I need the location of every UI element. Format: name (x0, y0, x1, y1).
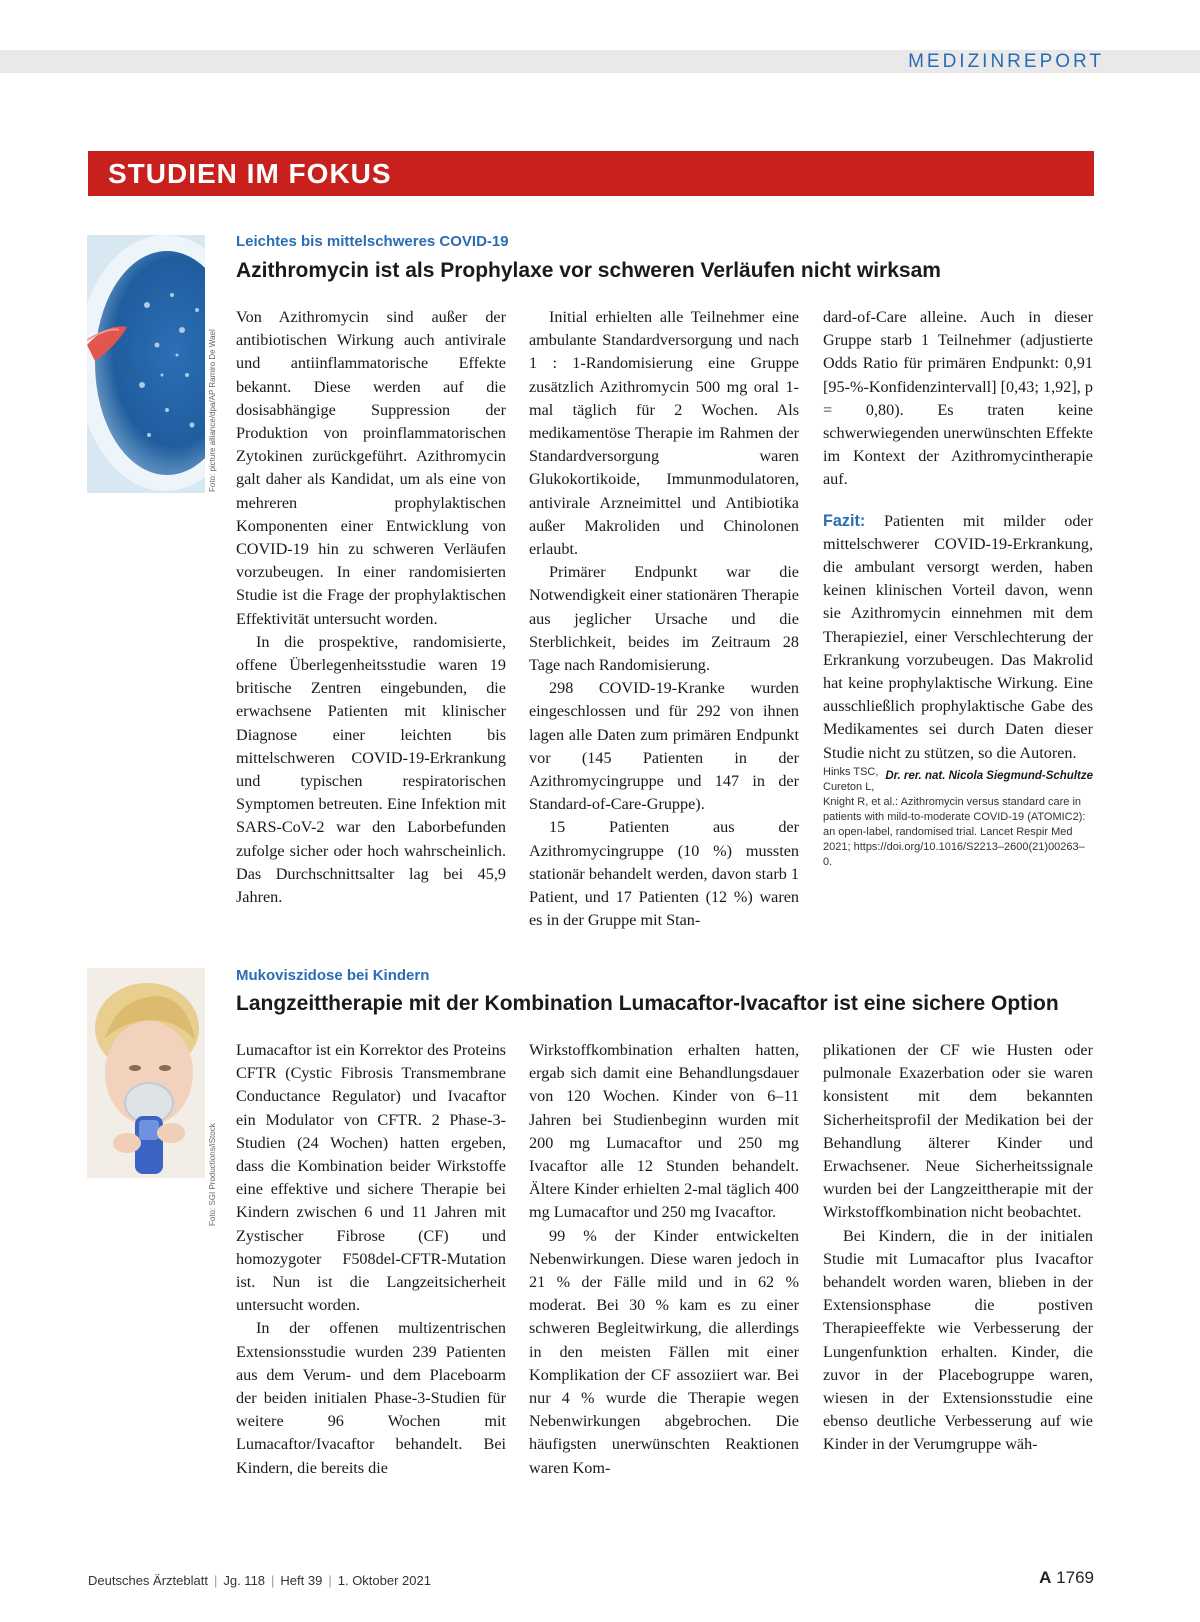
article2-col3-paragraph: Bei Kindern, die in der initialen Studie mit Lumacaftor plus Ivacaftor behandelt worden waren, blieben in der Extensionsphase die postiven Therapieeffekte wie Verbesserung der Lungenfunktion erhalten. Kinder, die zuvor in der Placebogruppe waren, wiesen in der Extensionsstudie eine ebenso deutliche Verbesserung auf wie Kinder in der Verumgruppe wäh- (823, 1226, 1093, 1454)
article1-col2-paragraph: 15 Patienten aus der Azithromycingruppe (10 %) mussten stationär behandelt werden, davon starb 1 Patient, und 17 Patienten (12 %) waren es in der Gruppe mit Stan- (529, 818, 799, 930)
page-number: 1769 (1056, 1568, 1094, 1587)
article1-kicker: Leichtes bis mittelschweres COVID-19 (236, 233, 509, 250)
article1-col2-paragraph: Initial erhielten alle Teilnehmer eine ambulante Standardversorgung und nach 1 : 1-Randomisierung eine Gruppe zusätzlich Azithromycin 500 mg oral 1-mal täglich für 2 Wochen. Als medikamentöse Therapie im Rahmen der Standardversorgung waren Glukokortikoide, Immunmodulatoren, antivirale Arzneimittel und Antibiotika außer Makroliden und Chinolonen erlaubt. (529, 308, 799, 559)
article2-kicker: Mukoviszidose bei Kindern (236, 967, 430, 984)
page-prefix: A (1039, 1568, 1052, 1587)
lung-ct-image (87, 235, 205, 493)
article2-col1-paragraph: Lumacaftor ist ein Korrektor des Proteins CFTR (Cystic Fibrosis Transmembrane Conductance Regulator) und Ivacaftor ein Modulator von CFTR. 2 Phase-3-Studien (24 Wochen) hatten ergeben, dass die Kombination beider Wirkstoffe eine effektive und sichere Therapie bei Kindern zwischen 6 und 11 Jahren mit Zystischer Fibrose (CF) und homozygoter F508del-CFTR-Mutation ist. Nun ist die Langzeitsicherheit untersucht worden. (236, 1041, 506, 1315)
article1-reference: Hinks TSC, Cureton L, Knight R, et al.: Azithromycin versus standard care in patients with mild-to-moderate COVID-19 (ATOMIC2): an open-label, randomised trial. Lancet Respir Med 2021; https://doi.org/10.1016/S2213–2600(21)00263–0. (823, 765, 1086, 868)
article1-author: Dr. rer. nat. Nicola Siegmund-Schultze (885, 769, 1093, 782)
article1-photo-lung-scan (87, 235, 205, 493)
article1-column-2 (529, 306, 799, 932)
footer-citation: Deutsches Ärzteblatt | Jg. 118 | Heft 39 | 1. Oktober 2021 (88, 1573, 431, 1588)
child-nebulizer-image (87, 968, 205, 1226)
footer-journal: Deutsches Ärzteblatt (88, 1573, 208, 1588)
article1-headline: Azithromycin ist als Prophylaxe vor schweren Verläufen nicht wirksam (236, 259, 941, 282)
article2-col2-paragraph: Wirkstoffkombination erhalten hatten, ergab sich damit eine Behandlungsdauer von 120 Wochen. Kinder von 6–11 Jahren bei Studienbeginn wurden mit 200 mg Lumacaftor und 250 mg Ivacaftor alle 12 Stunden behandelt. Ältere Kinder erhielten 2-mal täglich 400 mg Lumacaftor und 250 mg Ivacaftor. (529, 1041, 799, 1222)
article1-col2-paragraph: 298 COVID-19-Kranke wurden eingeschlossen und für 292 von ihnen lagen alle Daten zum primären Endpunkt vor (145 Patienten in der Azithromycingruppe und 147 in der Standard-of-Care-Gruppe). (529, 679, 799, 814)
article2-column-3 (823, 1039, 1093, 1457)
article2-col3-paragraph: plikationen der CF wie Husten oder pulmonale Exazerbation oder sie waren konsistent mit dem bekannten Sicherheitsprofil der Medikation bei der Behandlung älterer Kinder und Erwachsener. Neue Sicherheitssignale wurden bei der Langzeittherapie mit der Wirkstoffkombination nicht beobachtet. (823, 1041, 1093, 1222)
rubric-banner (88, 151, 1094, 196)
footer-page-number (1039, 1568, 1094, 1588)
article1-fazit (823, 510, 1094, 782)
article1-col1-paragraph: Von Azithromycin sind außer der antibiotischen Wirkung auch antivirale und antiinflammatorische Effekte bekannt. Diese werden auf die dosisabhängige Suppression der Produktion von proinflammatorischen Zytokinen zurückgeführt. Azithromycin galt daher als Kandidat, um als eine von mehreren prophylaktischen Komponenten einer Entwicklung von COVID-19 hin zu schweren Verläufen vorzubeugen. In einer randomisierten Studie ist die Frage der prophylaktischen Effektivität untersucht worden. (236, 308, 506, 628)
article1-photo-credit: Foto: picture alliance/dpa/AP Ramiro De Wael (208, 329, 217, 492)
rubric-title: STUDIEN IM FOKUS (108, 158, 392, 189)
article1-col1-paragraph: In die prospektive, randomisierte, offene Überlegenheitsstudie waren 19 britische Zentren eingebunden, die erwachsene Patienten mit klinischer Diagnose einer leichten bis mittelschweren COVID-19-Erkrankung und typischen respiratorischen Symptomen betreuten. Eine Infektion mit SARS-CoV-2 war den Laborbefunden zufolge sicher oder hoch wahrscheinlich. Das Durchschnittsalter lag bei 45,9 Jahren. (236, 632, 506, 907)
footer-date: 1. Oktober 2021 (337, 1573, 431, 1588)
article1-column-3 (823, 306, 1093, 870)
footer-volume: Jg. 118 (223, 1573, 266, 1588)
fazit-label: Fazit: (823, 511, 866, 530)
article2-col2-paragraph: 99 % der Kinder entwickelten Nebenwirkungen. Diese waren jedoch in 21 % der Fälle mild und in 62 % moderat. Bei 30 % kam es zu einer schweren Begleitwirkung, die allerdings in den meisten Fällen mit einer Komplikation der CF assoziiert war. Bei nur 4 % wurde die Therapie wegen Nebenwirkungen abgebrochen. Die häufigsten unerwünschten Reaktionen waren Kom- (529, 1226, 799, 1477)
fazit-text: Patienten mit milder oder mittelschwerer COVID-19-Erkrankung, die ambulant versorgt werden, haben keinen klinischen Vorteil davon, wenn sie Azithromycin einnehmen mit dem Therapieziel, einer Verschlechterung der Erkrankung vorzubeugen. Das Makrolid hat keine prophylaktische Wirkung. Eine ausschließlich prophylaktische Gabe des Medikamentes sei durch Daten dieser Studie nicht zu stützen, so die Autoren. (823, 511, 1094, 762)
section-label: MEDIZINREPORT (908, 51, 1104, 72)
article1-col3-paragraph: dard-of-Care alleine. Auch in dieser Gruppe starb 1 Teilnehmer (adjustierte Odds Ratio für primären Endpunkt: 0,91 [95-%-Konfidenzintervall] [0,43; 1,92], p = 0,80). Es traten keine schwerwiegenden unerwünschten Effekte im Kontext der Azithromycintherapie auf. (823, 308, 1093, 489)
footer-issue: Heft 39 (280, 1573, 323, 1588)
article2-photo-child-inhaler (87, 968, 205, 1226)
article1-column-1 (236, 306, 506, 909)
article2-headline: Langzeittherapie mit der Kombination Lumacaftor-Ivacaftor ist eine sichere Option (236, 992, 1059, 1015)
article2-column-1 (236, 1039, 506, 1480)
article2-column-2 (529, 1039, 799, 1480)
article2-photo-credit: Foto: SGI Productions/iStock (208, 1123, 217, 1226)
article1-col2-paragraph: Primärer Endpunkt war die Notwendigkeit einer stationären Therapie aus jeglicher Ursache und die Sterblichkeit, beides im Zeitraum 28 Tage nach Randomisierung. (529, 563, 799, 675)
article2-col1-paragraph: In der offenen multizentrischen Extensionsstudie wurden 239 Patienten aus dem Verum- und dem Placeboarm der beiden initialen Phase-3-Studien für weitere 96 Wochen mit Lumacaftor/Ivacaftor behandelt. Bei Kindern, die bereits die (236, 1319, 506, 1477)
